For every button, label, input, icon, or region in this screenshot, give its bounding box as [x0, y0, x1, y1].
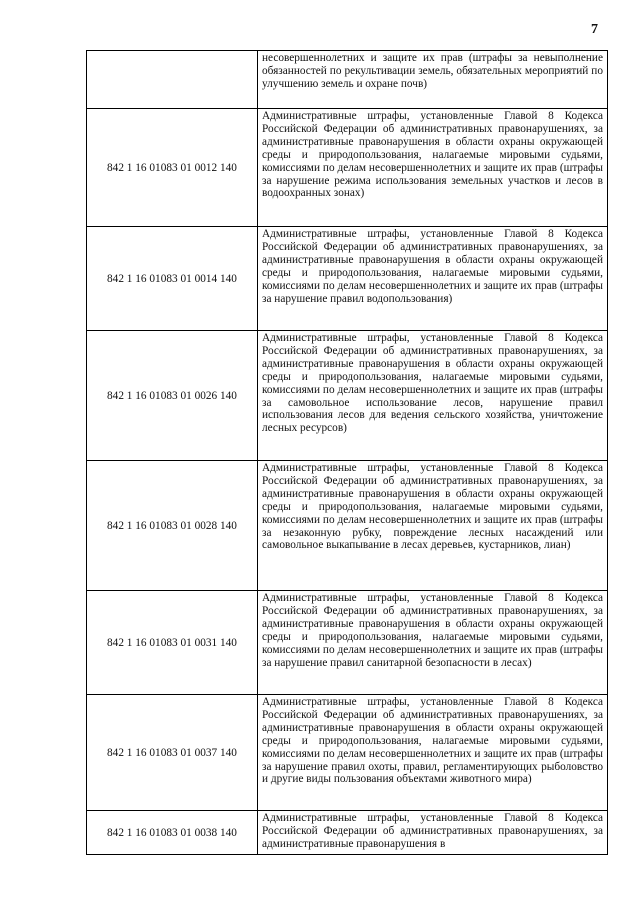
- table-row: [87, 811, 608, 855]
- description-cell: Административные штрафы, установленные Главой 8 Кодекса Российской Федерации об административных правонарушениях, за административные правонарушения в области охраны окружающей среды и природопользования, налагаемые мировыми судьями, комиссиями по делам несовершеннолетних и защите их прав (штрафы за нарушение режима использования земельных участков и лесов в водоохранных зонах): [258, 109, 608, 227]
- code-cell: 842 1 16 01083 01 0028 140: [87, 461, 258, 591]
- table-row: [87, 695, 608, 811]
- description-cell: Административные штрафы, установленные Главой 8 Кодекса Российской Федерации об административных правонарушениях, за административные правонарушения в: [258, 811, 608, 855]
- table-row: [87, 591, 608, 695]
- table-row: [87, 227, 608, 331]
- code-cell: [87, 51, 258, 109]
- code-cell: 842 1 16 01083 01 0038 140: [87, 811, 258, 855]
- budget-codes-table: [86, 50, 608, 855]
- code-cell: 842 1 16 01083 01 0037 140: [87, 695, 258, 811]
- description-cell: Административные штрафы, установленные Главой 8 Кодекса Российской Федерации об административных правонарушениях, за административные правонарушения в области охраны окружающей среды и природопользования, налагаемые мировыми судьями, комиссиями по делам несовершеннолетних и защите их прав (штрафы за нарушение правил охоты, правил, регламентирующих рыболовство и другие виды пользования объектами животного мира): [258, 695, 608, 811]
- description-cell: несовершеннолетних и защите их прав (штрафы за невыполнение обязанностей по рекультивации земель, обязательных мероприятий по улучшению земель и охране почв): [258, 51, 608, 109]
- description-cell: Административные штрафы, установленные Главой 8 Кодекса Российской Федерации об административных правонарушениях, за административные правонарушения в области охраны окружающей среды и природопользования, налагаемые мировыми судьями, комиссиями по делам несовершеннолетних и защите их прав (штрафы за нарушение правил санитарной безопасности в лесах): [258, 591, 608, 695]
- code-cell: 842 1 16 01083 01 0012 140: [87, 109, 258, 227]
- code-cell: 842 1 16 01083 01 0014 140: [87, 227, 258, 331]
- code-cell: 842 1 16 01083 01 0026 140: [87, 331, 258, 461]
- table-row: [87, 331, 608, 461]
- description-cell: Административные штрафы, установленные Главой 8 Кодекса Российской Федерации об административных правонарушениях, за административные правонарушения в области охраны окружающей среды и природопользования, налагаемые мировыми судьями, комиссиями по делам несовершеннолетних и защите их прав (штрафы за незаконную рубку, повреждение лесных насаждений или самовольное выкапывание в лесах деревьев, кустарников, лиан): [258, 461, 608, 591]
- table-row: [87, 109, 608, 227]
- description-cell: Административные штрафы, установленные Главой 8 Кодекса Российской Федерации об административных правонарушениях, за административные правонарушения в области охраны окружающей среды и природопользования, налагаемые мировыми судьями, комиссиями по делам несовершеннолетних и защите их прав (штрафы за самовольное использование лесов, нарушение правил использования лесов для ведения сельского хозяйства, уничтожение лесных ресурсов): [258, 331, 608, 461]
- table-row: [87, 51, 608, 109]
- code-cell: 842 1 16 01083 01 0031 140: [87, 591, 258, 695]
- page-number: 7: [591, 22, 598, 37]
- table-row: [87, 461, 608, 591]
- description-cell: Административные штрафы, установленные Главой 8 Кодекса Российской Федерации об административных правонарушениях, за административные правонарушения в области охраны окружающей среды и природопользования, налагаемые мировыми судьями, комиссиями по делам несовершеннолетних и защите их прав (штрафы за нарушение правил водопользования): [258, 227, 608, 331]
